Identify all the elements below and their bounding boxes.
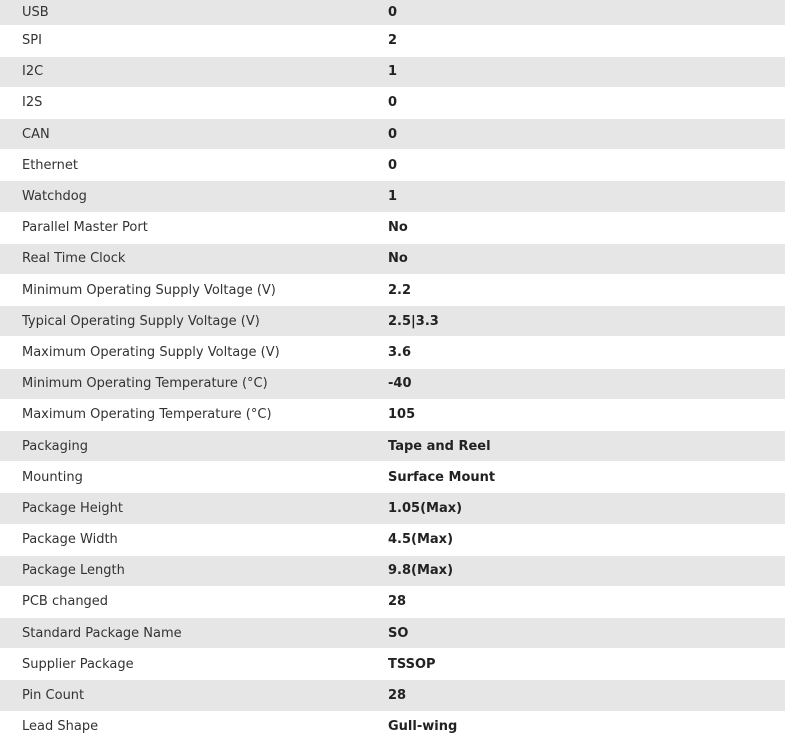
- spec-value: 2.5|3.3: [388, 306, 785, 337]
- spec-label: Watchdog: [0, 181, 388, 212]
- table-row: [0, 711, 785, 742]
- spec-value: 0: [388, 87, 785, 118]
- spec-label: Typical Operating Supply Voltage (V): [0, 306, 388, 337]
- spec-label: Packaging: [0, 430, 388, 461]
- table-row: [0, 462, 785, 493]
- spec-value: 2.2: [388, 275, 785, 306]
- spec-label: Package Length: [0, 555, 388, 586]
- spec-label: Minimum Operating Temperature (°C): [0, 368, 388, 399]
- table-row: [0, 337, 785, 368]
- spec-label: Minimum Operating Supply Voltage (V): [0, 275, 388, 306]
- spec-label: Pin Count: [0, 680, 388, 711]
- spec-value: 1: [388, 181, 785, 212]
- spec-label: Lead Shape: [0, 711, 388, 742]
- table-row: [0, 618, 785, 649]
- table-row: [0, 0, 785, 25]
- spec-value: 3.6: [388, 337, 785, 368]
- spec-value: -40: [388, 368, 785, 399]
- table-row: [0, 212, 785, 243]
- spec-value: 0: [388, 0, 785, 25]
- table-row: [0, 430, 785, 461]
- spec-label: Mounting: [0, 462, 388, 493]
- spec-value: 0: [388, 150, 785, 181]
- spec-label: Package Height: [0, 493, 388, 524]
- spec-value: 2: [388, 25, 785, 56]
- table-row: [0, 275, 785, 306]
- spec-label: PCB changed: [0, 586, 388, 617]
- spec-label: USB: [0, 0, 388, 25]
- spec-value: Tape and Reel: [388, 430, 785, 461]
- spec-label: Ethernet: [0, 150, 388, 181]
- spec-value: Surface Mount: [388, 462, 785, 493]
- spec-value: 0: [388, 119, 785, 150]
- spec-label: CAN: [0, 119, 388, 150]
- spec-value: 1: [388, 56, 785, 87]
- table-row: [0, 493, 785, 524]
- spec-value: 1.05(Max): [388, 493, 785, 524]
- table-row: [0, 306, 785, 337]
- spec-label: I2C: [0, 56, 388, 87]
- spec-value: No: [388, 243, 785, 274]
- table-row: [0, 649, 785, 680]
- table-row: [0, 181, 785, 212]
- spec-value: 105: [388, 399, 785, 430]
- table-row: [0, 25, 785, 56]
- spec-value: SO: [388, 618, 785, 649]
- table-row: [0, 368, 785, 399]
- spec-value: TSSOP: [388, 649, 785, 680]
- table-row: [0, 399, 785, 430]
- table-row: [0, 680, 785, 711]
- spec-value: 28: [388, 586, 785, 617]
- table-row: [0, 243, 785, 274]
- table-row: [0, 56, 785, 87]
- spec-label: Maximum Operating Supply Voltage (V): [0, 337, 388, 368]
- spec-label: SPI: [0, 25, 388, 56]
- spec-label: Real Time Clock: [0, 243, 388, 274]
- table-row: [0, 119, 785, 150]
- spec-value: Gull-wing: [388, 711, 785, 742]
- table-row: [0, 87, 785, 118]
- spec-value: 28: [388, 680, 785, 711]
- table-row: [0, 586, 785, 617]
- spec-value: No: [388, 212, 785, 243]
- table-row: [0, 150, 785, 181]
- spec-label: Parallel Master Port: [0, 212, 388, 243]
- spec-label: I2S: [0, 87, 388, 118]
- spec-label: Standard Package Name: [0, 618, 388, 649]
- spec-value: 9.8(Max): [388, 555, 785, 586]
- table-row: [0, 555, 785, 586]
- spec-label: Package Width: [0, 524, 388, 555]
- spec-value: 4.5(Max): [388, 524, 785, 555]
- spec-label: Supplier Package: [0, 649, 388, 680]
- spec-label: Maximum Operating Temperature (°C): [0, 399, 388, 430]
- table-row: [0, 524, 785, 555]
